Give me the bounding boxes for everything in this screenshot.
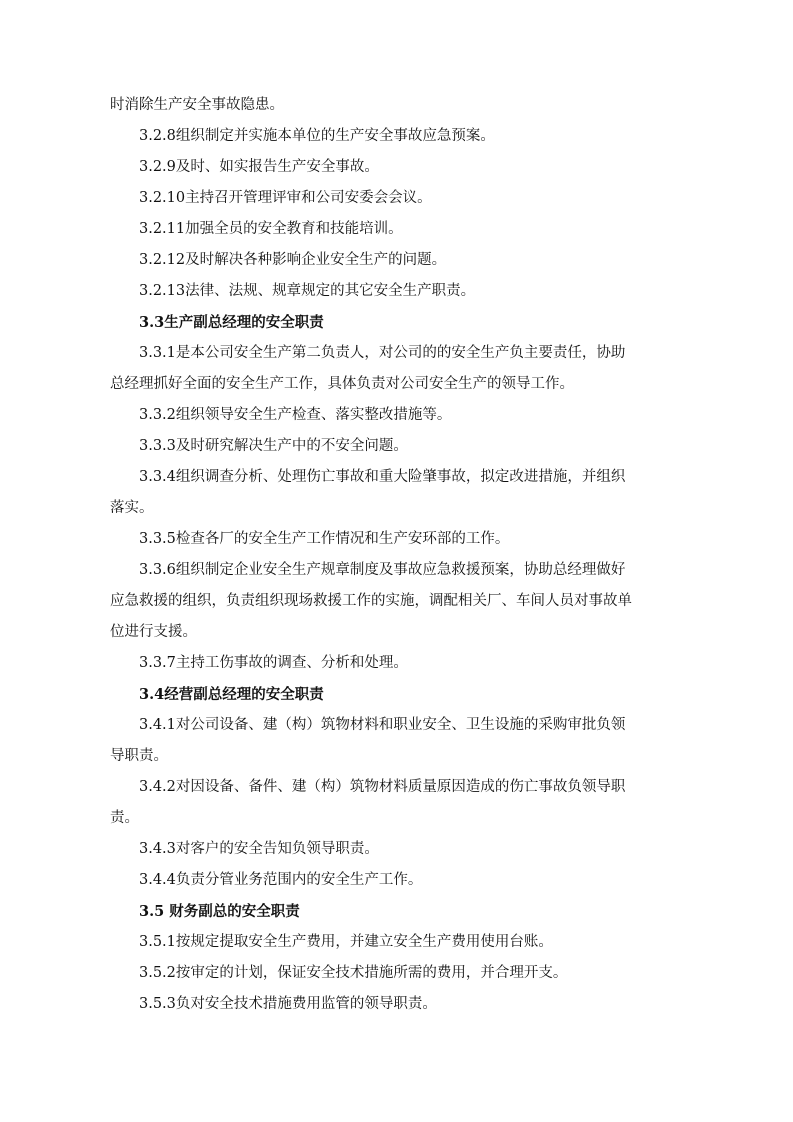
paragraph-line: 3.5.3负对安全技术措施费用监管的领导职责。 bbox=[139, 996, 437, 1012]
paragraph-line: 3.4.3对客户的安全告知负领导职责。 bbox=[139, 841, 379, 857]
paragraph-line: 3.4.1对公司设备、建（构）筑物材料和职业安全、卫生设施的采购审批负领 bbox=[139, 717, 626, 733]
section-heading: 3.3生产副总经理的安全职责 bbox=[139, 314, 324, 331]
paragraph-line: 3.2.12及时解决各种影响企业安全生产的问题。 bbox=[139, 252, 447, 268]
paragraph-line: 3.3.6组织制定企业安全生产规章制度及事故应急救援预案，协助总经理做好 bbox=[139, 562, 626, 578]
paragraph-line: 3.2.9及时、如实报告生产安全事故。 bbox=[139, 159, 379, 175]
paragraph-line: 3.2.8组织制定并实施本单位的生产安全事故应急预案。 bbox=[139, 128, 495, 144]
paragraph-line: 3.4.4负责分管业务范围内的安全生产工作。 bbox=[139, 872, 423, 888]
paragraph-line: 3.5.1按规定提取安全生产费用，并建立安全生产费用使用台账。 bbox=[139, 934, 553, 950]
paragraph-line: 应急救援的组织，负责组织现场救援工作的实施，调配相关厂、车间人员对事故单 bbox=[110, 593, 632, 609]
section-heading: 3.4经营副总经理的安全职责 bbox=[139, 686, 324, 703]
paragraph-line: 总经理抓好全面的安全生产工作，具体负责对公司安全生产的领导工作。 bbox=[110, 376, 574, 392]
document-body bbox=[110, 90, 683, 1020]
paragraph-line: 3.2.13法律、法规、规章规定的其它安全生产职责。 bbox=[139, 283, 476, 299]
paragraph-line: 3.2.11加强全员的安全教育和技能培训。 bbox=[139, 221, 403, 237]
paragraph-line: 3.2.10主持召开管理评审和公司安委会会议。 bbox=[139, 190, 432, 206]
paragraph-line: 3.3.4组织调查分析、处理伤亡事故和重大险肇事故，拟定改进措施，并组织 bbox=[139, 469, 626, 485]
paragraph-line: 责。 bbox=[110, 810, 139, 826]
paragraph-line: 3.4.2对因设备、备件、建（构）筑物材料质量原因造成的伤亡事故负领导职 bbox=[139, 779, 626, 795]
paragraph-line: 落实。 bbox=[110, 500, 154, 516]
paragraph-line: 位进行支援。 bbox=[110, 624, 197, 640]
paragraph-line: 3.3.1是本公司安全生产第二负责人，对公司的的安全生产负主要责任，协助 bbox=[139, 345, 626, 361]
paragraph-line: 3.3.2组织领导安全生产检查、落实整改措施等。 bbox=[139, 407, 452, 423]
paragraph-line: 导职责。 bbox=[110, 748, 168, 764]
paragraph-line: 时消除生产安全事故隐患。 bbox=[110, 97, 284, 113]
paragraph-line: 3.3.3及时研究解决生产中的不安全问题。 bbox=[139, 438, 408, 454]
section-heading: 3.5 财务副总的安全职责 bbox=[139, 903, 300, 920]
paragraph-line: 3.3.5检查各厂的安全生产工作情况和生产安环部的工作。 bbox=[139, 531, 510, 547]
paragraph-line: 3.5.2按审定的计划，保证安全技术措施所需的费用，并合理开支。 bbox=[139, 965, 568, 981]
paragraph-line: 3.3.7主持工伤事故的调查、分析和处理。 bbox=[139, 655, 408, 671]
